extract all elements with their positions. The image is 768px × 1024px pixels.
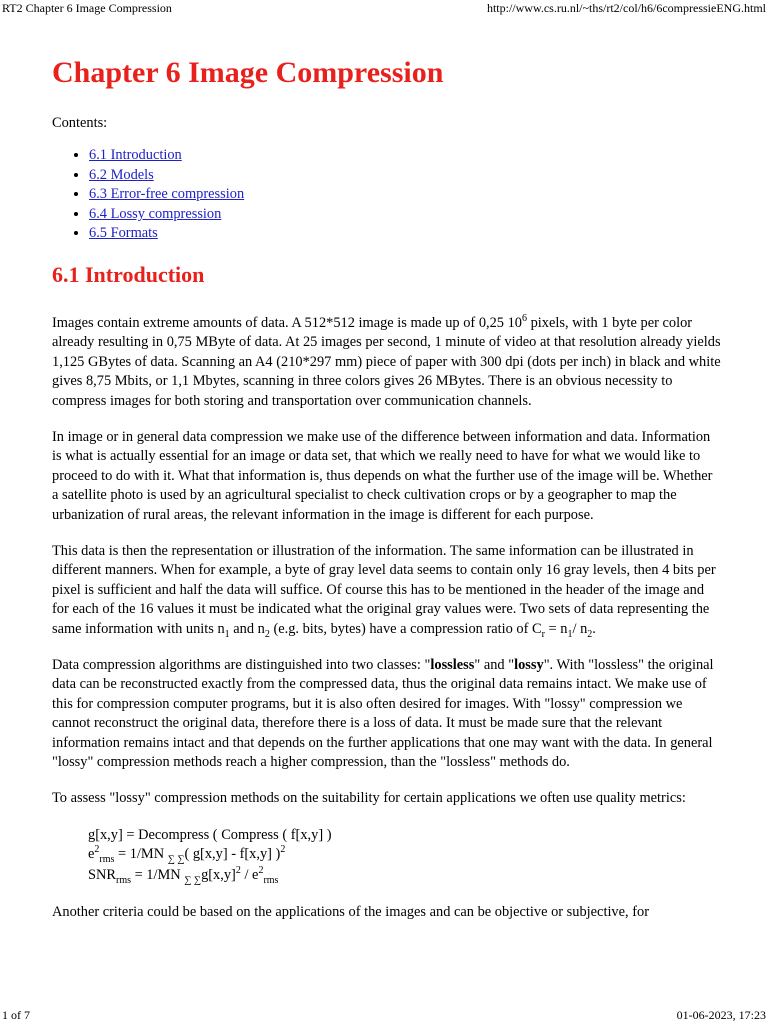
formula-text: = 1/MN — [131, 866, 185, 883]
sum-symbols: ∑ ∑ — [184, 874, 202, 886]
subscript: rms — [263, 874, 279, 886]
formula-text: ( g[x,y] - f[x,y] ) — [184, 846, 281, 863]
paragraph-3 — [52, 542, 722, 639]
paragraph-4 — [52, 656, 722, 772]
toc-item — [89, 205, 722, 225]
formula-symbol: SNR — [88, 866, 116, 883]
formula-text: / e — [240, 866, 259, 883]
formula-snr — [88, 866, 722, 887]
superscript: 2 — [235, 865, 241, 877]
page-header-url: http://www.cs.ru.nl/~ths/rt2/col/h6/6compressieENG.html — [486, 1, 766, 15]
paragraph-1-sup: 6 — [522, 313, 527, 325]
subscript: 2 — [264, 628, 270, 640]
page-number: 1 of 7 — [2, 1008, 30, 1022]
paragraph-3-text-f: . — [592, 620, 596, 637]
term-lossy: lossy — [514, 657, 544, 673]
paragraph-1-text-b: pixels, with 1 byte per color already resulting in 0,75 MByte of data. At 25 images per second, 1 minute of video at that resolution already yields 1,125 GBytes of data. Scanning an A4 (210*297 mm) piece of paper with 300 dpi (dots per inch) in black and white gives 8,75 Mbits, or 1,1 Mbytes, scanning in three colors gives 26 MBytes. There is an obvious necessity to compress images for both storing and transportation over communication channels. — [52, 314, 721, 409]
paragraph-2: In image or in general data compression we make use of the difference between information and data. Information is what is actually essential for an image or data set, that which we really need to have for what we would like to proceed to do with it. What that information is, thus depends on what the further use of the image will be. Whether a satellite photo is used by an agricultural specialist to check cultivation crops or by a geographer to map the urbanization of rural areas, the relevant information in the image is different for each purpose. — [52, 428, 713, 523]
formula-rms-error — [88, 845, 722, 866]
term-lossless: lossless — [430, 657, 475, 673]
superscript: 2 — [280, 844, 286, 856]
paragraph-4-text-a: Data compression algorithms are distinguished into two classes: " — [52, 657, 431, 673]
toc-link-models[interactable]: 6.2 Models — [89, 166, 154, 183]
page-title: Chapter 6 Image Compression — [52, 56, 444, 89]
print-header — [0, 0, 768, 18]
paragraph-3-text-a: This data is then the representation or illustration of the information. The same information can be illustrated in different manners. When for example, a byte of gray level data seems to contain only 16 gray levels, then 4 bits per pixel is sufficient and half the data will suffice. Of course this has to be mentioned in the header of the image and for each of the 16 values it must be indicated what the original gray values were. Two sets of data representing the same information with units n — [52, 542, 716, 637]
toc-link-introduction[interactable]: 6.1 Introduction — [89, 147, 182, 164]
paragraph-4-text-b: " and " — [474, 657, 515, 673]
paragraph-4-text-c: ". With "lossless" the original data can be reconstructed exactly from the compressed data, thus the original data remains intact. We make use of this for compression computer programs, but it is also often desired for images. With "lossy" compression we cannot reconstruct the original data, therefore there is a loss of data. It must be made sure that the relevant information remains intact and that depends on the further applications that one may want with the data. In general "lossy" compression methods reach a higher compression, than the "lossless" methods do. — [52, 657, 714, 771]
toc-item — [89, 185, 722, 205]
subscript: rms — [99, 854, 115, 866]
document-body — [52, 56, 722, 923]
subscript: 2 — [587, 628, 593, 640]
formula-text: g[x,y] — [201, 866, 236, 883]
formula-text: = 1/MN — [114, 846, 168, 863]
page-header-title: RT2 Chapter 6 Image Compression — [2, 1, 172, 15]
sum-symbols: ∑ ∑ — [167, 854, 185, 866]
toc-item — [89, 146, 722, 166]
paragraph-6: Another criteria could be based on the applications of the images and can be objective or subjective, for — [52, 904, 649, 921]
toc-link-lossy[interactable]: 6.4 Lossy compression — [89, 205, 222, 222]
subscript: 1 — [224, 628, 230, 640]
toc-item — [89, 224, 722, 244]
paragraph-3-text-e: / n — [572, 620, 588, 637]
paragraph-5: To assess "lossy" compression methods on the suitability for certain applications we often use quality metrics: — [52, 790, 686, 807]
superscript: 2 — [258, 865, 264, 877]
toc-item — [89, 166, 722, 186]
toc-link-formats[interactable]: 6.5 Formats — [89, 225, 158, 242]
formula-symbol: e — [88, 846, 95, 863]
table-of-contents — [52, 146, 722, 244]
subscript: 1 — [567, 628, 573, 640]
toc-link-error-free[interactable]: 6.3 Error-free compression — [89, 186, 245, 203]
section-heading-introduction: 6.1 Introduction — [52, 261, 205, 287]
superscript: 2 — [94, 844, 100, 856]
print-footer — [0, 1008, 768, 1024]
paragraph-1 — [52, 314, 722, 411]
contents-label: Contents: — [52, 115, 108, 131]
subscript: r — [541, 628, 545, 640]
subscript: rms — [116, 874, 131, 886]
paragraph-3-text-b: and n — [229, 620, 265, 637]
print-datetime: 01-06-2023, 17:23 — [676, 1008, 766, 1022]
paragraph-1-text-a: Images contain extreme amounts of data. A 512*512 image is made up of 0,25 10 — [52, 314, 522, 331]
paragraph-3-text-c: (e.g. bits, bytes) have a compression ratio of C — [269, 620, 542, 637]
quality-metrics-formulas — [52, 826, 722, 887]
paragraph-3-text-d: = n — [544, 620, 568, 637]
formula-decompress: g[x,y] = Decompress ( Compress ( f[x,y] ) — [88, 826, 332, 843]
